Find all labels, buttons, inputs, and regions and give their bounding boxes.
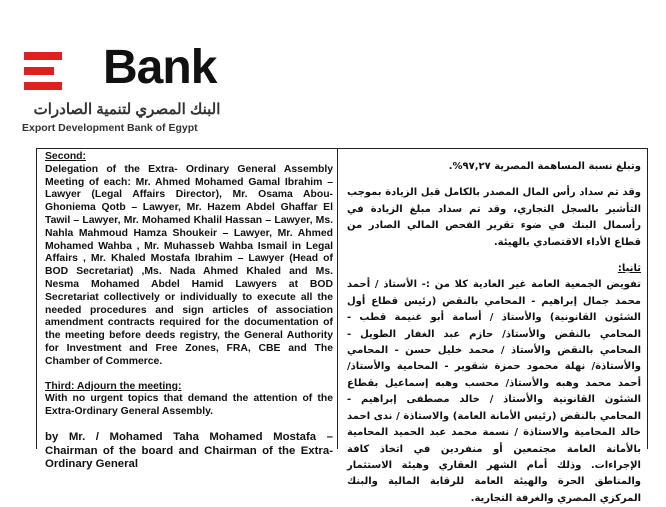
resolution-table — [36, 148, 648, 504]
second-body: Delegation of the Extra- Ordinary General Assembly Meeting of each: Mr. Ahmed Mohamed Gamal Ibrahim – Lawyer (Legal Affairs Director), Mr. Osama Abou- Ghoniema Qotb – Lawyer, Mr. Hazem Abdel Ghaffar El Tawil – Lawyer, Mr. Mohamed Khalil Hassan – Lawyer, Ms. Nahla Mahmoud Hamza Shoukeir – Lawyer, Mr. Ahmed Mohamed Wahba , Mr. Muhasseb Wahba Ismail in Legal Affairs , Mr. Khaled Mostafa Ibrahim – Lawyer (Head of BOD Secretariat) ,Ms. Nada Ahmed Khaled and Ms. Nesma Mohamed Abdel Hamid Lawyers at BOD Secretariat collectively or individually to execute all the needed procedures and sign articles of association amendment contracts required for the documentation of the meeting before deeds registry, the General Authority for Investment and Free Zones, FRA, CBE and The Chamber of Commerce. — [45, 163, 333, 367]
logo-text: Bank — [103, 41, 217, 94]
arabic-p2: وقد تم سداد رأس المال المصدر بالكامل قبل الزيادة بموجب التأشير بالسجل التجاري، وقد تم سداد مبلغ الزيادة في رأسمال البنك في ضوء تقرير الفحص المالي الصادر من قطاع الأداء الاقتصادي بالهيئة. — [347, 187, 641, 248]
bank-logo — [22, 42, 282, 137]
english-column — [45, 151, 333, 472]
arabic-heading: ثانيا: — [617, 263, 641, 275]
arabic-p3: تفويض الجمعية العامة غير العادية كلا من :- الأستاذ / أحمد محمد جمال إبراهيم - المحامي بالنقض (رئيس قطاع أول الشئون القانونية) والأستاذ / أسامة أبو غنيمة قطب - المحامي بالنقض والأستاذ/ حازم عبد الغفار الطويل - المحامي بالنقض والأستاذ / محمد خليل حسن - المحامي والأستاذة/ نهلة محمود حمزة شقوير - المحامية والأستاذ/ أحمد محمد وهبه والأستاذ/ محسب وهبه إسماعيل بقطاع الشئون القانونية والأستاذ / خالد مصطفى إبراهيم - المحامي بالنقض (رئيس الأمانة العامة) والاستاذة / ندى احمد خالد المحامية والاستاذة / نسمة محمد عبد الحميد المحامية بالأمانة العامة مجتمعين أو منفردين في اتخاذ كافة الإجراءات. وذلك أمام الشهر العقاري وهيئة الاستثمار والمناطق الحرة والهيئة العامة للرقابة المالية والبنك المركزي المصري والغرفة التجارية. — [347, 279, 641, 504]
logo-e-mark — [24, 52, 64, 92]
column-divider — [337, 149, 338, 449]
closing-paragraph: by Mr. / Mohamed Taha Mohamed Mostafa – Chairman of the board and Chairman of the Extra- Ordinary General — [45, 430, 333, 471]
arabic-p1: وتبلغ نسبة المساهمة المصرية ٩٧,٢٧%. — [448, 161, 641, 172]
second-heading: Second: — [45, 151, 86, 162]
bank-english-name: Export Development Bank of Egypt — [22, 122, 198, 134]
third-body: With no urgent topics that demand the attention of the Extra-Ordinary General Assembly. — [45, 393, 333, 418]
bank-arabic-name: البنك المصري لتنمية الصادرات — [33, 101, 221, 118]
third-heading: Third: Adjourn the meeting: — [45, 380, 182, 392]
arabic-column — [347, 159, 641, 507]
